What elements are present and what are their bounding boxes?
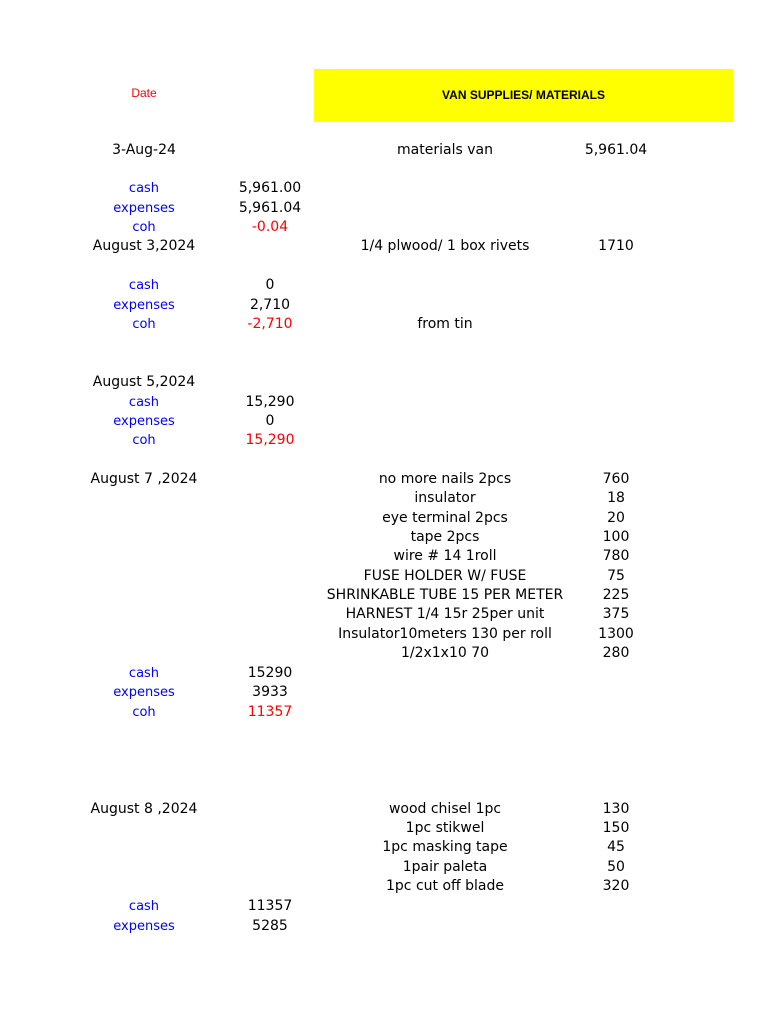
cash-value: 5,961.00: [238, 180, 302, 197]
item-amount: 75: [607, 568, 625, 585]
expenses-label: expenses: [113, 685, 175, 701]
coh-value: 15,290: [245, 432, 295, 449]
item-amount: 780: [602, 548, 630, 565]
expenses-label: expenses: [113, 414, 175, 430]
item-amount: 760: [602, 471, 630, 488]
item-description: HARNEST 1/4 15r 25per unit: [345, 606, 545, 623]
cash-value: 11357: [247, 898, 293, 915]
expenses-value: 5,961.04: [238, 200, 302, 217]
coh-label: coh: [132, 705, 156, 721]
coh-value: -0.04: [251, 219, 289, 236]
item-amount: 130: [602, 801, 630, 818]
item-amount: 45: [607, 839, 625, 856]
cash-value: 15,290: [245, 394, 295, 411]
item-description: 1/4 plwood/ 1 box rivets: [360, 238, 530, 255]
entry-date: August 8 ,2024: [90, 801, 198, 818]
item-description: tape 2pcs: [410, 529, 480, 546]
coh-label: coh: [132, 433, 156, 449]
item-amount: 18: [607, 490, 625, 507]
item-description: materials van: [397, 142, 493, 159]
cash-label: cash: [128, 666, 160, 682]
item-amount: 50: [607, 859, 625, 876]
item-amount: 1300: [598, 626, 634, 643]
item-amount: 280: [602, 645, 630, 662]
item-description: SHRINKABLE TUBE 15 PER METER: [326, 587, 564, 604]
item-amount: 100: [602, 529, 630, 546]
expenses-label: expenses: [113, 298, 175, 314]
item-amount: 5,961.04: [584, 142, 648, 159]
expenses-value: 3933: [252, 684, 288, 701]
entry-date: 3-Aug-24: [112, 142, 176, 159]
item-amount: 150: [602, 820, 630, 837]
item-description: no more nails 2pcs: [378, 471, 512, 488]
item-amount: 20: [607, 510, 625, 527]
item-description: FUSE HOLDER W/ FUSE: [363, 568, 527, 585]
cash-label: cash: [128, 899, 160, 915]
cash-value: 15290: [247, 665, 293, 682]
item-description: wood chisel 1pc: [388, 801, 502, 818]
coh-label: coh: [132, 317, 156, 333]
section-note: from tin: [417, 316, 473, 333]
expenses-value: 0: [265, 413, 275, 430]
coh-label: coh: [132, 220, 156, 236]
entry-date: August 5,2024: [92, 374, 196, 391]
cash-label: cash: [128, 395, 160, 411]
item-description: 1pair paleta: [402, 859, 488, 876]
item-description: 1pc stikwel: [405, 820, 485, 837]
cash-label: cash: [128, 278, 160, 294]
expenses-label: expenses: [113, 919, 175, 935]
item-description: 1pc cut off blade: [386, 878, 504, 895]
expenses-label: expenses: [113, 201, 175, 217]
cash-value: 0: [265, 277, 275, 294]
cash-label: cash: [128, 181, 160, 197]
coh-value: 11357: [247, 704, 293, 721]
date-column-header: Date: [131, 86, 157, 100]
item-amount: 375: [602, 606, 630, 623]
item-amount: 1710: [598, 238, 634, 255]
expenses-value: 5285: [252, 918, 288, 935]
expenses-value: 2,710: [249, 297, 291, 314]
entry-date: August 3,2024: [92, 238, 196, 255]
item-amount: 320: [602, 878, 630, 895]
item-description: 1pc masking tape: [382, 839, 508, 856]
entry-date: August 7 ,2024: [90, 471, 198, 488]
sheet-title: VAN SUPPLIES/ MATERIALS: [442, 88, 605, 102]
item-description: Insulator10meters 130 per roll: [338, 626, 552, 643]
item-description: 1/2x1x10 70: [400, 645, 490, 662]
item-amount: 225: [602, 587, 630, 604]
item-description: eye terminal 2pcs: [382, 510, 508, 527]
item-description: wire # 14 1roll: [393, 548, 497, 565]
coh-value: -2,710: [247, 316, 293, 333]
item-description: insulator: [414, 490, 476, 507]
